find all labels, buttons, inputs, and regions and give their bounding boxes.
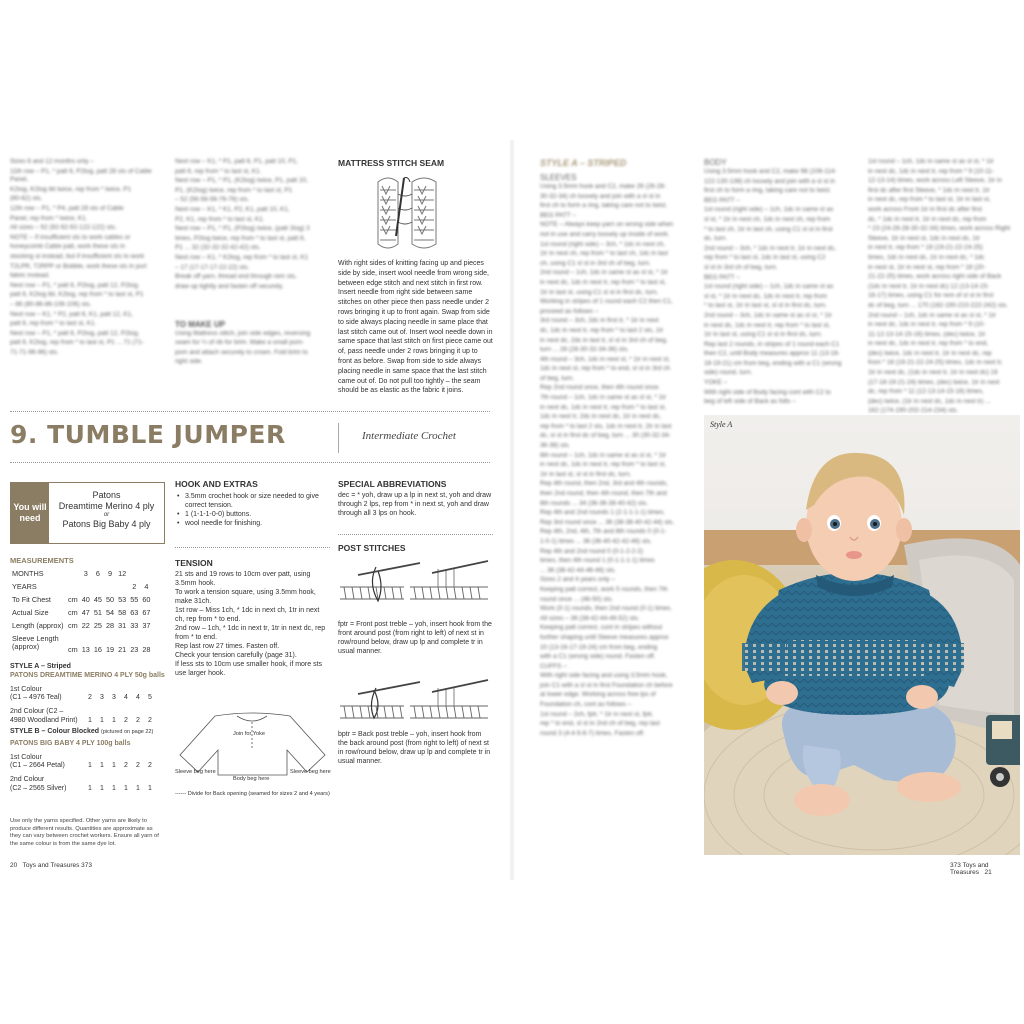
text-line: 2nd round – 1ch, 1dc in same st as sl st, * 1tr xyxy=(540,269,668,277)
text-line: then C2, until Body measures approx 11 (13-16- xyxy=(704,350,840,358)
divider-special xyxy=(338,534,493,535)
text-line: work across Front 1tr in first dc after first xyxy=(868,205,982,213)
text-line: (dec) twice, 1dc in next tr, 1tr in next dc, rep xyxy=(868,349,992,357)
mattress-stitch-section xyxy=(338,158,493,168)
text-line: dc, rep from * 11 (12-13-14-15-16) times, xyxy=(868,388,984,396)
tension-title: TENSION xyxy=(175,558,213,568)
text-line: in next dc, 2dc in last tr, sl st in 3rd ch of beg, xyxy=(540,336,668,344)
text-line: 21-22-25) times, work across right side of Back xyxy=(868,273,1002,281)
page-gutter xyxy=(509,140,515,880)
text-line: Foundation ch, cont as follows – xyxy=(540,701,632,709)
yarn-option-2: Patons Big Baby 4 ply xyxy=(62,519,151,529)
style-a-label: STYLE A – Striped xyxy=(10,663,71,670)
you-will-need-box xyxy=(10,482,165,544)
body-title: BODY xyxy=(704,158,727,167)
mattress-title: MATTRESS STITCH SEAM xyxy=(338,158,445,168)
text-line: stocking st instead, but if insufficient sts to work xyxy=(10,252,145,260)
text-line: rep from * to last 2 sts, 1dc in next tr, 2tr in last xyxy=(540,422,672,430)
text-line: Panel, rep from * twice, K1. xyxy=(10,214,88,222)
blurred-instructions-col2 xyxy=(175,158,330,292)
text-line: patt 6, rep from * to last st, K1. xyxy=(10,320,97,328)
text-line: Break off yarn, thread end through rem sts, xyxy=(175,273,297,281)
text-line: 36-38) sts. xyxy=(540,442,571,450)
text-line: Keeping patt correct, work 5 rounds, then 7th xyxy=(540,585,668,593)
page-number-right: 373 Toys and Treasures 21 xyxy=(950,862,992,876)
text-line: Working in stripes of 1 round each C2 then C1, xyxy=(540,298,673,306)
text-line: dc, sl st in first dc of beg, turn ... 30 (30-32-34- xyxy=(540,432,671,440)
right-col2 xyxy=(704,158,856,408)
hook-extras-section: HOOK AND EXTRAS • 3.5mm crochet hook or size needed to give correct tension. • 1 (1-1-1-0-0) buttons. • wool needle for finishing. xyxy=(175,479,330,528)
text-line: 12-13-14) times, work across Left Sleeve, 1tr in xyxy=(868,177,1002,185)
text-line: patt 6, rep from * to last st, K1. xyxy=(175,167,262,175)
text-line: (17-18-19-21-24) times, (dec) twice, 1tr in next xyxy=(868,378,1000,386)
text-line: K2tog, K2tog tbl twice, rep from * twice, P1 xyxy=(10,185,132,193)
text-line: YOKE – xyxy=(704,379,728,387)
months-label: MONTHS xyxy=(12,569,44,578)
text-line: * 23 (24-26-28-30-32-34) times, work across Right xyxy=(868,225,1011,233)
text-line: – 17 (17-17-17-22-22) sts. xyxy=(175,263,250,271)
text-line: 11-12-13-14-15-16) times, (dec) twice, 1tr xyxy=(868,330,986,338)
text-line: CUFFS – xyxy=(540,662,567,670)
text-line: 1tr in last st, using C1 sl st in first dc, turn. xyxy=(540,288,659,296)
mattress-text: With right sides of knitting facing up and pieces side by side, insert wool needle from wrong side, between edge stitch and next stitch in first row. Insert needle from right side between same stitches on other piece then pass needle under 2 rows bringing it up to front again. Swap from side to side always placing needle in same place that last stitch came out of. Insert wool needle down in same space that last stitch on first piece came out of, pass needle under 2 rows bringing it up to front as before. Swap from side to side always placing needle in same space that the last stitch came out of. Do not pull too tightly – the seam should be as elastic as the fabric it joins. xyxy=(338,260,493,395)
text-line: sl st, * 1tr in next dc, 1dc in next tr, rep from xyxy=(704,292,827,300)
merino-heading: PATONS DREAMTIME MERINO 4 PLY 50g balls xyxy=(10,671,165,679)
text-line: patt 6, K2tog, rep from * to last st, P1 ... 71 (71- xyxy=(10,339,144,347)
table-row: To Fit Chest cm 40 45 50 53 55 60 xyxy=(12,595,151,604)
yarn-footnote: Use only the yarns specified. Other yarns are likely to produce different results. Quantities are approximate as they can vary between crochet workers. Ensure all yarn of the same colour is from the same dye lot. xyxy=(10,818,159,847)
text-line: 16-17) times, using C1 for rem of sl st in first xyxy=(868,292,994,300)
text-line: 1st round (right side) – 1ch, 1dc in same st as xyxy=(704,283,834,291)
text-line: Rep 3rd round once ... 36 (38-38-40-42-44) sts. xyxy=(540,518,675,526)
text-line: in next dc, 1dc in next tr, rep from * to last st, xyxy=(540,403,667,411)
measurements-title: MEASUREMENTS xyxy=(10,556,74,565)
text-line: Keeping patt correct, cont in stripes without xyxy=(540,624,663,632)
text-line: at lower edge. Working across free lps of xyxy=(540,691,656,699)
diagram-note-divide: ------ Divide for Back opening (seamed for sizes 2 and 4 years) xyxy=(175,791,330,797)
text-line: dc, * 1dc in next tr, 1tr in next dc, rep from xyxy=(868,215,987,223)
bptr-text: bptr = Back post treble – yoh, insert hook from the back around post (from right to left) of next st in row/round below, draw up lp and complete tr in usual manner. xyxy=(338,731,491,765)
text-line: All sizes – 92 (92-92-92-122-122) sts. xyxy=(10,224,117,232)
section-divider-top xyxy=(10,411,490,412)
text-line: 10 (13-16-17-19-24) cm from beg, ending xyxy=(540,643,658,651)
right-col1 xyxy=(540,158,692,739)
text-line: not in use and carry loosely up inside of work. xyxy=(540,230,670,238)
text-line: Work (0-1) rounds, then 2nd round (0-1) times. xyxy=(540,605,673,613)
text-line: With right side facing and using 3.5mm hook, xyxy=(540,672,668,680)
baby-photo xyxy=(704,415,1020,855)
text-line: Next row – K1, * K1, P2, K1, patt 10, K1, xyxy=(175,205,290,213)
text-line: * to last st, 1tr in last st, sl st in first dc, turn. xyxy=(704,302,827,310)
text-line: then 2nd round, then 4th round, then 7th and xyxy=(540,490,667,497)
text-line: further shaping until Sleeve measures approx xyxy=(540,633,669,641)
text-line: seam for ¼ of rib for brim. Make a small pom- xyxy=(175,339,304,347)
text-line: in next dc, 1dc in next tr, rep from * to last st, xyxy=(540,278,667,286)
divider-hook xyxy=(175,547,330,548)
sleeves-title: SLEEVES xyxy=(540,173,577,182)
text-line: 1-0-1) times ... 36 (36-40-42-42-46) sts. xyxy=(540,537,652,545)
text-line: 3rd round – 3ch, 2dc in first tr, * 1tr in next xyxy=(540,317,659,325)
text-line: dc, turn. xyxy=(704,235,728,243)
text-line: Using 3.5mm hook and C2, make 26 (26-28- xyxy=(540,183,667,190)
table-row: Sleeve Length (approx) cm 13 16 19 21 23 28 xyxy=(12,634,151,654)
diagram-label-sleeve-left: Sleeve beg here xyxy=(175,769,216,775)
text-line: ... 36 (38-42-44-46-46) sts. xyxy=(540,566,617,574)
text-line: sl st in 3rd ch of beg, turn. xyxy=(704,263,778,271)
table-row: Actual Size cm 47 51 54 58 63 67 xyxy=(12,608,151,617)
text-line: 1tr in last st, sl st in first dc, turn. xyxy=(540,470,632,478)
text-line: 2nd round – 3ch, 1dc in same st as sl st, * 1tr xyxy=(704,311,832,319)
body-instructions xyxy=(704,168,856,407)
text-line: rep * to end, sl st in 2nd ch of beg, rep last xyxy=(540,720,660,728)
text-line: 1tr in next ch, rep from * to last ch, 1dc in last xyxy=(540,250,668,258)
measurements-table xyxy=(10,567,152,654)
text-line: Next row – K1, * P1, patt 6, P1, patt 10, P1, xyxy=(175,158,298,165)
text-line: in next dc, 1dc in next tr, rep from * to last st, xyxy=(540,461,667,469)
text-line: Next row – K1, * K2tog, rep from * to last st, K1 xyxy=(175,253,309,261)
style-a-heading: STYLE A – STRIPED xyxy=(540,158,627,168)
text-line: Rep 4th and 2nd round 0 (0-1-2-2-2) xyxy=(540,547,644,555)
text-line: 1dc in next tr, 2dc in next dc, 1tr in next dc, xyxy=(540,413,662,421)
text-line: 71-71-96-96) sts. xyxy=(10,348,59,356)
to-make-up-text xyxy=(175,330,330,367)
text-line: 30-32-34) ch loosely and join with a sl st in xyxy=(540,192,661,200)
text-line: 2nd round – 1ch, 1dc in same st as sl st, * 1tr xyxy=(868,311,996,319)
style-b-label: STYLE B – Colour Blocked xyxy=(10,727,100,735)
text-line: 1tr in last st, using C1 sl st in first dc, turn. xyxy=(704,331,823,339)
text-line: in next dc, 1dc in next tr, rep from * 9 (10-11- xyxy=(868,167,994,175)
text-line: 12th row – P1, * P4, patt 28 sts of Cable xyxy=(10,204,124,212)
text-line: 1st round – 1ch, 1dc in same st as sl st, * 1tr xyxy=(868,158,994,165)
text-line: first ch to form a ring, taking care not to twist. xyxy=(540,202,668,210)
to-make-up-title: TO MAKE UP xyxy=(175,320,226,329)
text-line: BEG PATT – xyxy=(704,196,740,204)
text-line: BEG PATT – xyxy=(704,273,740,281)
text-line: pom and attach securely to crown. Fold brim to xyxy=(175,348,308,356)
text-line: in next tr, rep from * 18 (19-21-22-24-25) xyxy=(868,244,983,252)
text-line: Using 3.5mm hook and C2, make 98 (106-114- xyxy=(704,168,837,175)
yarn-quantities: STYLE A – Striped PATONS DREAMTIME MERINO 4 PLY 50g balls 1st Colour (C1 – 4976 Teal) 2 3 3 4 4 5 2nd Colour (C2 – 4980 Woodland Print) 1 1 1 2 2 2 STYLE B – Colour Blocked (pictured on page 22) PATONS BIG BABY 4 PLY 100g balls 1st Colour (C1 – 2664 Petal) 1 1 1 2 2 2 2nd Colour (C2 – 2565 Silver) 1 1 1 1 1 1 xyxy=(10,663,165,792)
diagram-label-yoke: Join for Yoke xyxy=(233,731,266,737)
text-line: join C1 with a sl st in first Foundation ch before xyxy=(540,681,673,689)
bigbaby-heading: PATONS BIG BABY 4 PLY 100g balls xyxy=(10,739,131,747)
pattern-title: 9. TUMBLE JUMPER xyxy=(10,420,286,449)
text-line: P2, K1, rep from * to last st, K1. xyxy=(175,215,265,223)
text-line: (1dc in next tr, 1tr in next dc) 12 (13-14-15- xyxy=(868,282,990,290)
text-line: round once ... (46-50) sts. xyxy=(540,595,614,603)
text-line: in next dc, rep from * to last st, 1tr in last st, xyxy=(868,196,991,204)
special-title: SPECIAL ABBREVIATIONS xyxy=(338,479,447,489)
text-line: first ch to form a ring, taking care not to twist. xyxy=(704,187,832,195)
title-separator xyxy=(338,423,339,453)
you-will-need-label: You will need xyxy=(11,483,49,543)
text-line: in next dc, 1dc in next tr, rep from * to end, xyxy=(868,340,989,348)
text-line: Rep 4th round, then 2nd, 3rd and 4th rounds, xyxy=(540,480,668,488)
diagram-label-body: Body beg here xyxy=(233,776,270,782)
text-line: Rep 4th, 2nd, 4th, 7th and 8th rounds 0 (0-1- xyxy=(540,528,667,536)
text-line: 1st round (right side) – 3ch, * 1dc in next ch, xyxy=(540,240,666,248)
text-line: first dc after first Sleeve, * 1dc in next tr, 1tr xyxy=(868,186,990,194)
text-line: in next st, 1tr in next st, rep from * 18 (20- xyxy=(868,263,986,271)
text-line: Next row – K1, * P2, patt 6, K1, patt 12, K1, xyxy=(10,310,133,318)
special-text: dec = * yoh, draw up a lp in next st, yoh and draw through 2 lps, rep from * in next st, yoh and draw through all 3 lps on hook. xyxy=(338,492,492,517)
text-line: Using Mattress stitch, join side edges, reversing xyxy=(175,329,311,337)
text-line: – 52 (56-56-56-76-76) sts. xyxy=(175,196,250,204)
text-line: times, P2tog twice, rep from * to last st, patt 8, xyxy=(175,234,306,242)
text-line: BEG PATT – xyxy=(540,211,576,219)
text-line: 18-19-21) cm from beg, ending with a C1 (wrong xyxy=(704,359,842,367)
to-make-up-section xyxy=(175,321,330,368)
text-line: Rep 2nd round once, then 4th round once. xyxy=(540,384,661,392)
text-line: NOTE – If insufficient sts to work cables or xyxy=(10,233,131,241)
text-line: (60-62) sts. xyxy=(10,195,43,203)
text-line: Sleeve, 1tr in next st, 1dc in next dc, 1tr xyxy=(868,234,980,242)
text-line: of beg, turn. xyxy=(540,374,575,382)
text-line: (dec) twice, (1tr in next dc, 1dc in next tr) ... xyxy=(868,397,991,405)
text-line: P1 ... 32 (32-32-32-42-42) sts. xyxy=(175,244,261,252)
yarn-list xyxy=(49,483,164,543)
text-line: All sizes – 36 (38-42-44-46-52) sts. xyxy=(540,614,640,622)
text-line: With right side of Body facing cont with C2 to xyxy=(704,388,831,396)
text-line: ch, using C1 sl st in 3rd ch of beg, turn. xyxy=(540,259,651,267)
text-line: Next row – P1, * P1, (K2tog) twice, P1, patt 10, xyxy=(175,177,308,185)
text-line: P1, (K2tog) twice, rep from * to last st, P1 xyxy=(175,186,293,194)
text-line: 11th row – P1, * patt 6, P2tog, patt 28 sts of Cable Panel, xyxy=(10,167,152,184)
text-line: Sizes 2 and 4 years only – xyxy=(540,576,615,584)
right-col3 xyxy=(868,158,1018,417)
text-line: beg of left side of Back as folls – xyxy=(704,398,796,406)
text-line: turn ... 28 (28-30-32-34-36) sts. xyxy=(540,346,629,354)
text-line: side) round, turn. xyxy=(704,369,753,377)
blurred-instructions-col1 xyxy=(10,158,162,358)
yarn-brand: Patons xyxy=(92,490,121,500)
text-line: 8th rounds ... 34 (36-36-38-40-42) sts. xyxy=(540,499,648,507)
text-line: 2nd round – 3ch, * 1dc in next tr, 1tr in next dc, xyxy=(704,244,837,252)
yarn-or: or xyxy=(103,512,110,518)
special-abbreviations-section xyxy=(338,479,493,518)
text-line: dc, 1dc in next tr, rep from * to last 2 sts, 1tr xyxy=(540,326,664,334)
post-stitches-title: POST STITCHES xyxy=(338,543,406,553)
text-line: dc of beg, turn ... 170 (182-190-210-222-242) sts. xyxy=(868,301,1008,309)
text-line: Next row – P1, * patt 6, P2tog, patt 12, P2tog, xyxy=(10,329,140,337)
diagram-label-sleeve-right: Sleeve beg here xyxy=(290,769,331,775)
yarn-option-1: Dreamtime Merino 4 ply xyxy=(58,501,155,511)
text-line: Next row – P1, * patt 6, P2tog, patt 12, P2tog, xyxy=(10,281,140,289)
text-line: proceed as follows – xyxy=(540,307,599,315)
text-line: from * 18 (19-21-22-24-25) times, 1dc in next tr, xyxy=(868,359,1003,367)
text-line: 1dc in next st, rep from * to end, sl st in 3rd ch xyxy=(540,365,671,373)
text-line: draw up tightly and fasten off securely. xyxy=(175,282,284,290)
section-divider-title xyxy=(10,462,490,463)
text-line: NOTE – Always keep yarn on wrong side when xyxy=(540,221,674,229)
tension-section: TENSION 21 sts and 19 rows to 10cm over patt, using 3.5mm hook. To work a tension square, using 3.5mm hook, make 31ch. 1st row – Miss 1ch, * 1dc in next ch, 1tr in next ch, rep from * to end. 2nd row – 1ch, * 1dc in next tr, 1tr in next dc, rep from * to end. Rep last row 27 times. Fasten off. Check your tension carefully (page 31). If less sts to 10cm use smaller hook, if more sts use larger hook. xyxy=(175,558,330,678)
text-line: 8th round – 1ch, 1dc in same st as sl st, * 1tr xyxy=(540,451,667,459)
text-line: sl st, * 1tr in next ch, 1dc in next ch, rep from xyxy=(704,215,831,223)
photo-caption: Style A xyxy=(710,420,733,429)
sleeves-instructions xyxy=(540,183,692,738)
text-line: honeycomb Cable patt, work these sts in xyxy=(10,243,126,251)
table-row: MONTHS 3 6 9 12 xyxy=(12,569,127,578)
text-line: Rep 4th and 2nd rounds 1 (2-1-1-1-1) times. xyxy=(540,509,666,517)
page-number-left: 20 Toys and Treasures 373 xyxy=(10,862,93,869)
text-line: – 86 (80-86-86-106-106) sts. xyxy=(10,300,92,308)
text-line: 162 (174-190-202-214-234) sts. xyxy=(868,407,959,415)
baby-in-jumper-image xyxy=(704,415,1020,855)
text-line: round 3 (4-4-5-6-7) times. Fasten off. xyxy=(540,729,645,737)
mattress-stitch-illustration xyxy=(368,174,448,256)
table-row: Length (approx) cm 22 25 28 31 33 37 xyxy=(12,621,151,630)
text-line: times, 1dc in next dc, 1tr in next dc, * 1dc xyxy=(868,253,985,261)
skill-level: Intermediate Crochet xyxy=(362,430,456,442)
text-line: with a C1 (wrong side) round. Fasten off. xyxy=(540,653,656,661)
text-line: fabric instead. xyxy=(10,272,50,280)
text-line: Next row – P1, * P1, (P2tog) twice, (patt 2tog) 3 xyxy=(175,225,310,233)
bptr-illustration xyxy=(338,676,493,732)
text-line: rep from * to last st, 1dc in last st, using C2 xyxy=(704,254,826,262)
hook-title: HOOK AND EXTRAS xyxy=(175,479,258,489)
text-line: * to last ch, 1tr in last ch, using C1 sl st in first xyxy=(704,225,833,233)
text-line: patt 6, K2tog tbl, K2tog, rep from * to last st, P1 xyxy=(10,291,144,299)
table-row: YEARS 2 4 xyxy=(12,582,149,591)
text-line: T2LPR, T2RPP or Bobble, work these sts in purl xyxy=(10,262,147,270)
fptr-illustration xyxy=(338,557,493,613)
text-line: Rep last 2 rounds, in stripes of 1 round each C1 xyxy=(704,340,840,348)
text-line: 1tr in next dc, (1dc in next tr, 1tr in next dc) 16 xyxy=(868,369,998,377)
text-line: in next dc, 1dc in next tr, rep from * 9 (10- xyxy=(868,321,986,329)
text-line: in next dc, 1dc in next tr, rep from * to last st, xyxy=(704,321,831,329)
text-line: 1st round (right side) – 1ch, 1dc in same st as xyxy=(704,206,834,214)
text-line: right side. xyxy=(175,358,203,366)
text-line: 122-130-138) ch loosely and join with a sl st in xyxy=(704,177,836,185)
fptr-text: fptr = Front post treble – yoh, insert hook from the front around post (from right to left) of next st in row/round below, draw up lp and complete tr in usual manner. xyxy=(338,621,492,655)
text-line: 1st round – 2ch, fptr, * 1tr in next st, fptr, xyxy=(540,710,654,718)
text-line: 4th round – 3ch, 1dc in next st, * 1tr in next st, xyxy=(540,355,671,363)
text-line: times, then 4th round 1 (0-1-1-1-1) times xyxy=(540,557,655,565)
text-line: Sizes 6 and 12 months only – xyxy=(10,158,94,165)
text-line: 7th round – 1ch, 1dc in same st as sl st, * 1tr xyxy=(540,394,667,402)
years-label: YEARS xyxy=(12,582,37,591)
